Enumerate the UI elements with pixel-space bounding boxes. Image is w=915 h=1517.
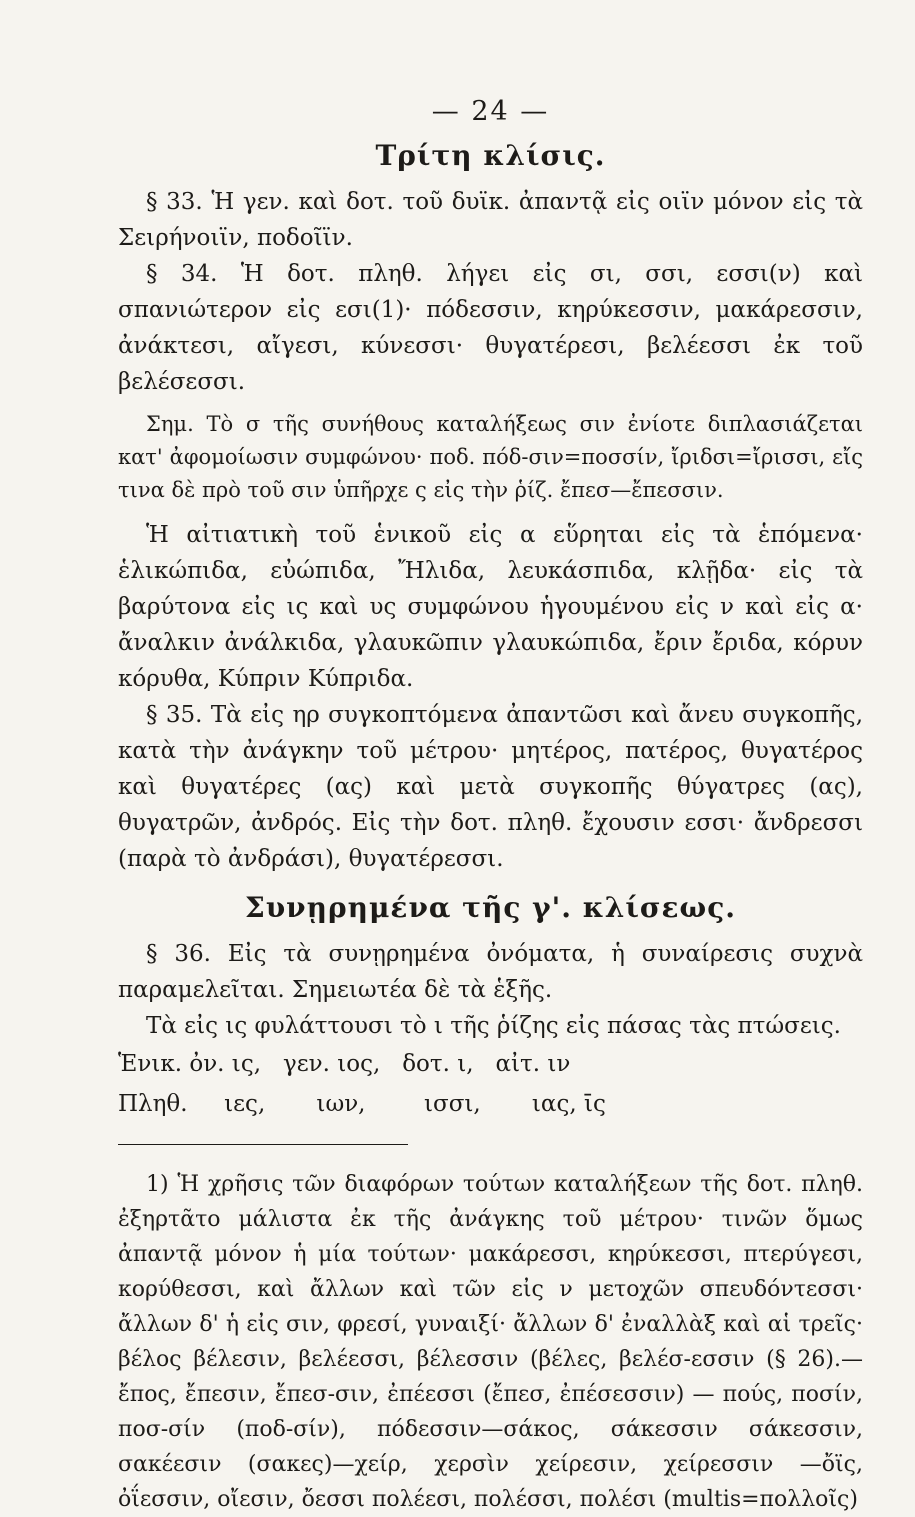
section-title: Τρίτη κλίσις. — [375, 139, 606, 172]
paragraph-36: § 36. Εἰς τὰ συνῃρημένα ὀνόματα, ἡ συναίρεσις συχνὰ παραμελεῖται. Σημειωτέα δὲ τὰ ἑξῆς. — [118, 941, 863, 1003]
paragraph-35: § 35. Τὰ εἰς ηρ συγκοπτόμενα ἀπαντῶσι καὶ ἄνευ συγκοπῆς, κατὰ τὴν ἀνάγκην τοῦ μέτρου· μητέρος, πατέρος, θυγατέρος καὶ θυγατέρες (ας) καὶ μετὰ συγκοπῆς θύγατρες (ας), θυγατρῶν, ἀνδρός. Εἰς τὴν δοτ. πληθ. ἔχουσιν εσσι· ἄνδρεσσι (παρὰ τὸ ἀνδράσι), θυγατέρεσσι. — [118, 702, 863, 872]
note-paragraph: Σημ. Τὸ σ τῆς συνήθους καταλήξεως σιν ἐνίοτε διπλασιάζεται κατ' ἀφομοίωσιν συμφώνου· ποδ. πόδ-σιν=ποσσίν, ἴριδσι=ἴρισσι, εἴς τινα δὲ πρὸ τοῦ σιν ὑπῆρχε ς εἰς τὴν ῥίζ. ἔπεσ—ἔπεσσιν. — [118, 412, 863, 502]
paragraph-34: § 34. Ἡ δοτ. πληθ. λήγει εἰς σι, σσι, εσσι(ν) καὶ σπανιώτερον εἰς εσι(1)· πόδεσσιν, κηρύκεσσιν, μακάρεσσιν, ἀνάκτεσι, αἴγεσι, κύνεσσι· θυγατέρεσι, βελέεσσι ἐκ τοῦ βελέσεσσι. — [118, 261, 863, 395]
accusative-paragraph: Ἡ αἰτιατικὴ τοῦ ἑνικοῦ εἰς α εὕρηται εἰς τὰ ἑπόμενα· ἑλικώπιδα, εὐώπιδα, Ἤλιδα, λευκάσπιδα, κλῇδα· εἰς τὰ βαρύτονα εἰς ις καὶ υς συμφώνου ἡγουμένου εἰς ν καὶ εἰς α· ἄναλκιν ἀνάλκιδα, γλαυκῶπιν γλαυκώπιδα, ἔριν ἔριδα, κόρυν κόρυθα, Κύπριν Κύπριδα. — [118, 522, 863, 692]
footnote-divider — [118, 1144, 408, 1145]
footnote: 1) Ἡ χρῆσις τῶν διαφόρων τούτων καταλήξεων τῆς δοτ. πληθ. ἐξηρτᾶτο μάλιστα ἐκ τῆς ἀνάγκης τοῦ μέτρου· τινῶν ὅμως ἀπαντᾷ μόνον ἡ μία τούτων· μακάρεσσι, κηρύκεσσι, πτερύγεσι, κορύθεσσι, καὶ ἄλλων καὶ τῶν εἰς ν μετοχῶν σπευδόντεσσι· ἄλλων δ' ἡ εἰς σιν, φρεσί, γυναιξί· ἄλλων δ' ἐναλλὰξ καὶ αἱ τρεῖς· βέλος βέλεσιν, βελέεσσι, βέλεσσιν (βέλες, βελέσ-εσσιν (§ 26).—ἔπος, ἔπεσιν, ἔπεσ-σιν, ἐπέεσσι (ἔπεσ, ἐπέσεσσιν) — πούς, ποσίν, ποσ-σίν (ποδ-σίν), πόδεσσιν—σάκος, σάκεσσιν σάκεσσιν, σακέεσιν (σακες)—χείρ, χερσὶν χείρεσιν, χείρεσσιν —ὄϊς, ὀΐεσσιν, οἴεσιν, ὄεσσι πολέεσι, πολέσσι, πολέσι (multis=πολλοῖς) — [118, 1172, 863, 1512]
page-number: — 24 — — [431, 96, 550, 127]
paradigm-singular: Ἑνικ. ὀν. ις, γεν. ιος, δοτ. ι, αἰτ. ιν — [118, 1051, 571, 1077]
rule-paragraph: Τὰ εἰς ις φυλάττουσι τὸ ι τῆς ῥίζης εἰς πάσας τὰς πτώσεις. — [146, 1013, 841, 1039]
paradigm-plural: Πληθ. ιες, ιων, ισσι, ιας, ῑς — [118, 1091, 606, 1117]
paragraph-33: § 33. Ἡ γεν. καὶ δοτ. τοῦ δυϊκ. ἀπαντᾷ εἰς οιϊν μόνον εἰς τὰ Σειρήνοιϊν, ποδοῖϊν. — [118, 189, 863, 251]
subsection-title: Συνῃρημένα τῆς γ'. κλίσεως. — [244, 891, 737, 924]
